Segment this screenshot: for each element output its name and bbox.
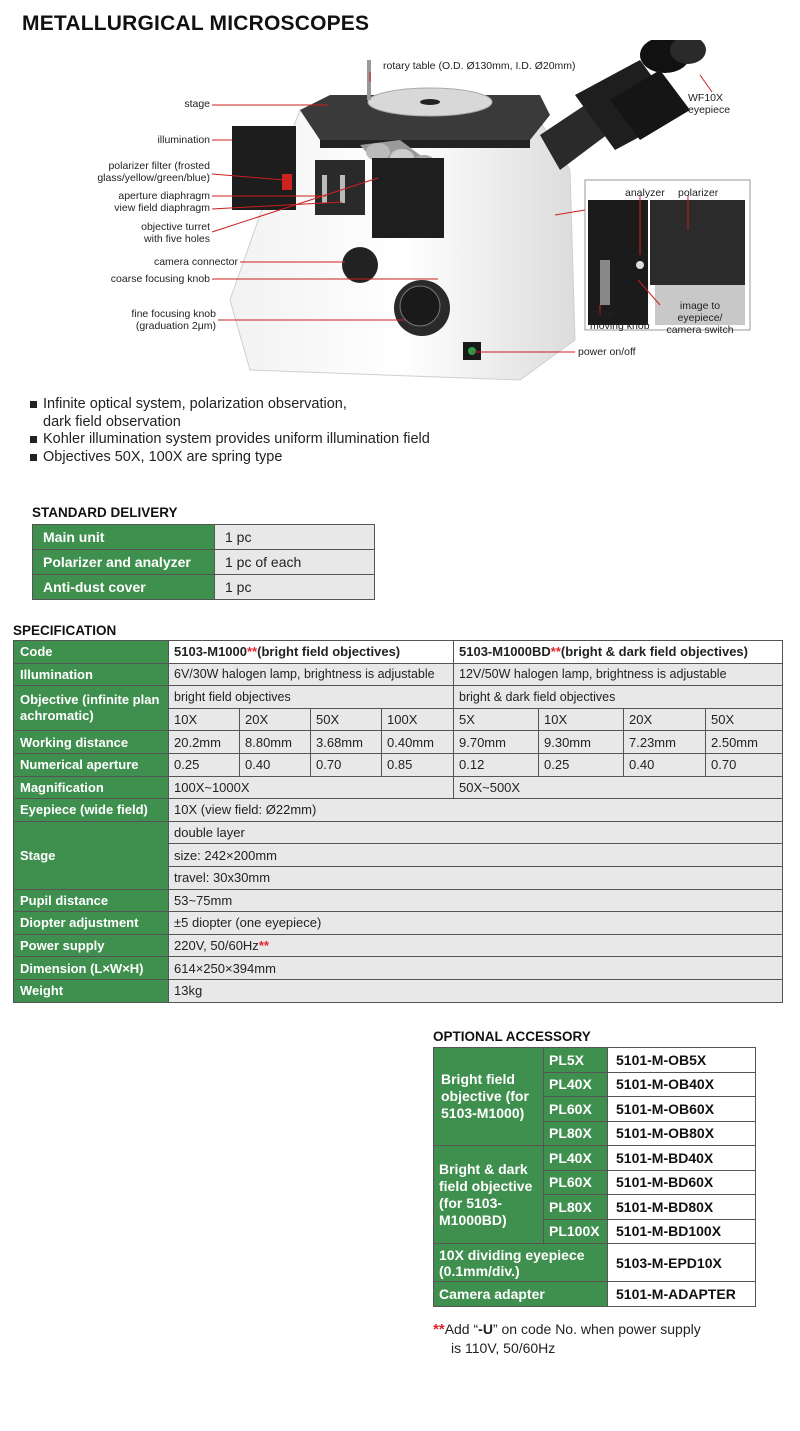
objective-cell: 20X bbox=[624, 708, 706, 731]
table-row bbox=[14, 731, 783, 754]
accessory-name: 10X dividing eyepiece (0.1mm/div.) bbox=[434, 1244, 608, 1282]
objective-cell: 5X bbox=[454, 708, 539, 731]
note-text: is 110V, 50/60Hz bbox=[451, 1340, 556, 1356]
spec-label: Stage bbox=[14, 821, 169, 889]
accessory-name: PL5X bbox=[544, 1048, 608, 1073]
star-mark: ** bbox=[550, 644, 561, 660]
label-polarizer-filter-line2: glass/yellow/green/blue) bbox=[97, 172, 210, 184]
spec-value: ±5 diopter (one eyepiece) bbox=[169, 912, 783, 935]
accessory-name: PL80X bbox=[544, 1195, 608, 1220]
table-row bbox=[14, 912, 783, 935]
table-row bbox=[14, 686, 783, 709]
spec-value: travel: 30x30mm bbox=[169, 866, 783, 889]
feature-item: Objectives 50X, 100X are spring type bbox=[30, 449, 490, 467]
accessory-name: PL60X bbox=[544, 1097, 608, 1122]
label-switch-line3: camera switch bbox=[666, 324, 734, 336]
label-illumination: illumination bbox=[157, 134, 210, 146]
label-aperture: aperture diaphragm bbox=[118, 190, 210, 202]
table-row bbox=[33, 550, 375, 575]
table-row bbox=[14, 979, 783, 1002]
na-cell: 0.70 bbox=[706, 753, 783, 776]
specification-title: SPECIFICATION bbox=[13, 623, 117, 638]
spec-value bbox=[169, 934, 783, 957]
spec-label: Weight bbox=[14, 979, 169, 1002]
accessory-group: Bright & dark field objective (for 5103-M1000BD) bbox=[434, 1146, 544, 1244]
table-row bbox=[14, 663, 783, 686]
accessory-code: 5101-M-OB40X bbox=[608, 1072, 756, 1097]
note-text: ” on code No. when power supply bbox=[492, 1321, 701, 1337]
table-row bbox=[434, 1146, 756, 1171]
label-view-field: view field diaphragm bbox=[114, 202, 210, 214]
label-stage: stage bbox=[184, 98, 210, 110]
wd-cell: 9.30mm bbox=[539, 731, 624, 754]
label-coarse-knob: coarse focusing knob bbox=[110, 273, 210, 285]
label-power: power on/off bbox=[578, 346, 636, 358]
accessory-name: Camera adapter bbox=[434, 1282, 608, 1307]
label-switch-line2: eyepiece/ bbox=[677, 312, 723, 324]
accessory-code: 5101-M-BD40X bbox=[608, 1146, 756, 1171]
objective-cell: 50X bbox=[706, 708, 783, 731]
delivery-qty: 1 pc of each bbox=[215, 550, 375, 575]
na-cell: 0.70 bbox=[311, 753, 382, 776]
label-eyepiece-line1: WF10X bbox=[688, 92, 724, 104]
accessory-code: 5101-M-BD80X bbox=[608, 1195, 756, 1220]
na-cell: 0.40 bbox=[624, 753, 706, 776]
wd-cell: 9.70mm bbox=[454, 731, 539, 754]
spec-code-a bbox=[169, 641, 454, 664]
accessory-name: PL40X bbox=[544, 1072, 608, 1097]
na-cell: 0.25 bbox=[539, 753, 624, 776]
spec-label: Pupil distance bbox=[14, 889, 169, 912]
wd-cell: 2.50mm bbox=[706, 731, 783, 754]
table-row bbox=[14, 753, 783, 776]
note-text: Add “ bbox=[444, 1321, 479, 1337]
code-b-text: 5103-M1000BD bbox=[459, 644, 551, 660]
accessory-code: 5101-M-OB60X bbox=[608, 1097, 756, 1122]
label-polarizer: polarizer bbox=[678, 187, 719, 199]
spec-label: Working distance bbox=[14, 731, 169, 754]
spec-value: 6V/30W halogen lamp, brightness is adjustable bbox=[169, 663, 454, 686]
delivery-qty: 1 pc bbox=[215, 525, 375, 550]
table-row bbox=[33, 525, 375, 550]
spec-label: Illumination bbox=[14, 663, 169, 686]
table-row bbox=[14, 821, 783, 844]
label-analyzer: analyzer bbox=[625, 187, 665, 199]
optional-accessory-title: OPTIONAL ACCESSORY bbox=[433, 1029, 591, 1044]
label-stage-knob-line1: stage bbox=[590, 308, 616, 320]
label-turret-line1: objective turret bbox=[141, 221, 210, 233]
spec-label: Code bbox=[14, 641, 169, 664]
standard-delivery-table bbox=[32, 524, 375, 600]
wd-cell: 20.2mm bbox=[169, 731, 240, 754]
label-turret-line2: with five holes bbox=[144, 233, 210, 245]
spec-label: Dimension (L×W×H) bbox=[14, 957, 169, 980]
microscope-diagram bbox=[0, 40, 800, 390]
table-row bbox=[14, 889, 783, 912]
power-note bbox=[433, 1320, 701, 1357]
label-switch-line1: image to bbox=[679, 300, 721, 312]
label-stage-knob-line2: moving knob bbox=[590, 320, 650, 332]
optional-accessory-table bbox=[433, 1047, 756, 1307]
spec-label: Eyepiece (wide field) bbox=[14, 799, 169, 822]
feature-item: Kohler illumination system provides uniform illumination field bbox=[30, 431, 490, 449]
feature-text: dark field observation bbox=[43, 413, 181, 430]
standard-delivery-title: STANDARD DELIVERY bbox=[32, 505, 178, 520]
delivery-item: Polarizer and analyzer bbox=[33, 550, 215, 575]
specification-table bbox=[13, 640, 783, 1003]
objective-cell: 50X bbox=[311, 708, 382, 731]
label-camera-connector: camera connector bbox=[153, 256, 238, 268]
accessory-code: 5101-M-BD100X bbox=[608, 1219, 756, 1244]
label-eyepiece bbox=[688, 92, 730, 116]
code-b-suffix: (bright & dark field objectives) bbox=[560, 644, 748, 660]
spec-value: 100X~1000X bbox=[169, 776, 454, 799]
table-row bbox=[33, 575, 375, 600]
accessory-name: PL60X bbox=[544, 1170, 608, 1195]
accessory-code: 5101-M-OB5X bbox=[608, 1048, 756, 1073]
objective-cell: 10X bbox=[539, 708, 624, 731]
objective-cell: 100X bbox=[382, 708, 454, 731]
delivery-qty: 1 pc bbox=[215, 575, 375, 600]
table-row bbox=[434, 1282, 756, 1307]
wd-cell: 7.23mm bbox=[624, 731, 706, 754]
objective-cell: 10X bbox=[169, 708, 240, 731]
code-a-suffix: (bright field objectives) bbox=[257, 644, 401, 660]
power-text: 220V, 50/60Hz bbox=[174, 938, 259, 954]
spec-value: size: 242×200mm bbox=[169, 844, 783, 867]
na-cell: 0.12 bbox=[454, 753, 539, 776]
spec-label: Numerical aperture bbox=[14, 753, 169, 776]
note-code: -U bbox=[478, 1321, 493, 1337]
objective-cell: 20X bbox=[240, 708, 311, 731]
label-polarizer-filter-line1: polarizer filter (frosted bbox=[108, 160, 210, 172]
na-cell: 0.40 bbox=[240, 753, 311, 776]
spec-label: Objective (infinite plan achromatic) bbox=[14, 686, 169, 731]
accessory-code: 5101-M-ADAPTER bbox=[608, 1282, 756, 1307]
spec-label: Magnification bbox=[14, 776, 169, 799]
table-row bbox=[14, 776, 783, 799]
accessory-name: PL40X bbox=[544, 1146, 608, 1171]
accessory-code: 5103-M-EPD10X bbox=[608, 1244, 756, 1282]
spec-value: double layer bbox=[169, 821, 783, 844]
label-fine-knob-line2: (graduation 2μm) bbox=[135, 320, 216, 332]
spec-value: 614×250×394mm bbox=[169, 957, 783, 980]
accessory-group: Bright field objective (for 5103-M1000) bbox=[434, 1048, 544, 1146]
accessory-code: 5101-M-OB80X bbox=[608, 1121, 756, 1146]
star-mark: ** bbox=[258, 938, 269, 954]
label-fine-knob-line1: fine focusing knob bbox=[131, 308, 216, 320]
spec-value: 12V/50W halogen lamp, brightness is adjustable bbox=[454, 663, 783, 686]
spec-value: 13kg bbox=[169, 979, 783, 1002]
delivery-item: Anti-dust cover bbox=[33, 575, 215, 600]
label-turret bbox=[70, 221, 210, 245]
accessory-name: PL100X bbox=[544, 1219, 608, 1244]
spec-code-b bbox=[454, 641, 783, 664]
accessory-code: 5101-M-BD60X bbox=[608, 1170, 756, 1195]
table-row bbox=[14, 934, 783, 957]
feature-list bbox=[30, 396, 490, 466]
delivery-item: Main unit bbox=[33, 525, 215, 550]
na-cell: 0.85 bbox=[382, 753, 454, 776]
label-camera-switch bbox=[660, 300, 740, 336]
na-cell: 0.25 bbox=[169, 753, 240, 776]
microscope-illustration bbox=[0, 40, 800, 390]
wd-cell: 8.80mm bbox=[240, 731, 311, 754]
feature-text: Infinite optical system, polarization observation, bbox=[43, 396, 347, 412]
table-row bbox=[14, 957, 783, 980]
spec-value: bright & dark field objectives bbox=[454, 686, 783, 709]
wd-cell: 0.40mm bbox=[382, 731, 454, 754]
table-row bbox=[14, 799, 783, 822]
spec-value: 10X (view field: Ø22mm) bbox=[169, 799, 783, 822]
label-fine-knob bbox=[70, 308, 216, 332]
wd-cell: 3.68mm bbox=[311, 731, 382, 754]
star-mark: ** bbox=[433, 1321, 445, 1338]
star-mark: ** bbox=[247, 644, 258, 660]
label-rotary-table: rotary table (O.D. Ø130mm, I.D. Ø20mm) bbox=[383, 60, 576, 72]
code-a-text: 5103-M1000 bbox=[174, 644, 247, 660]
accessory-name: PL80X bbox=[544, 1121, 608, 1146]
spec-value: bright field objectives bbox=[169, 686, 454, 709]
table-row bbox=[14, 641, 783, 664]
table-row bbox=[434, 1048, 756, 1073]
spec-label: Diopter adjustment bbox=[14, 912, 169, 935]
table-row bbox=[434, 1244, 756, 1282]
page-title: METALLURGICAL MICROSCOPES bbox=[22, 12, 370, 35]
label-stage-knob bbox=[590, 308, 650, 332]
feature-item bbox=[30, 396, 490, 431]
label-eyepiece-line2: eyepiece bbox=[688, 104, 731, 116]
label-polarizer-filter bbox=[70, 160, 210, 184]
spec-value: 53~75mm bbox=[169, 889, 783, 912]
spec-value: 50X~500X bbox=[454, 776, 783, 799]
spec-label: Power supply bbox=[14, 934, 169, 957]
